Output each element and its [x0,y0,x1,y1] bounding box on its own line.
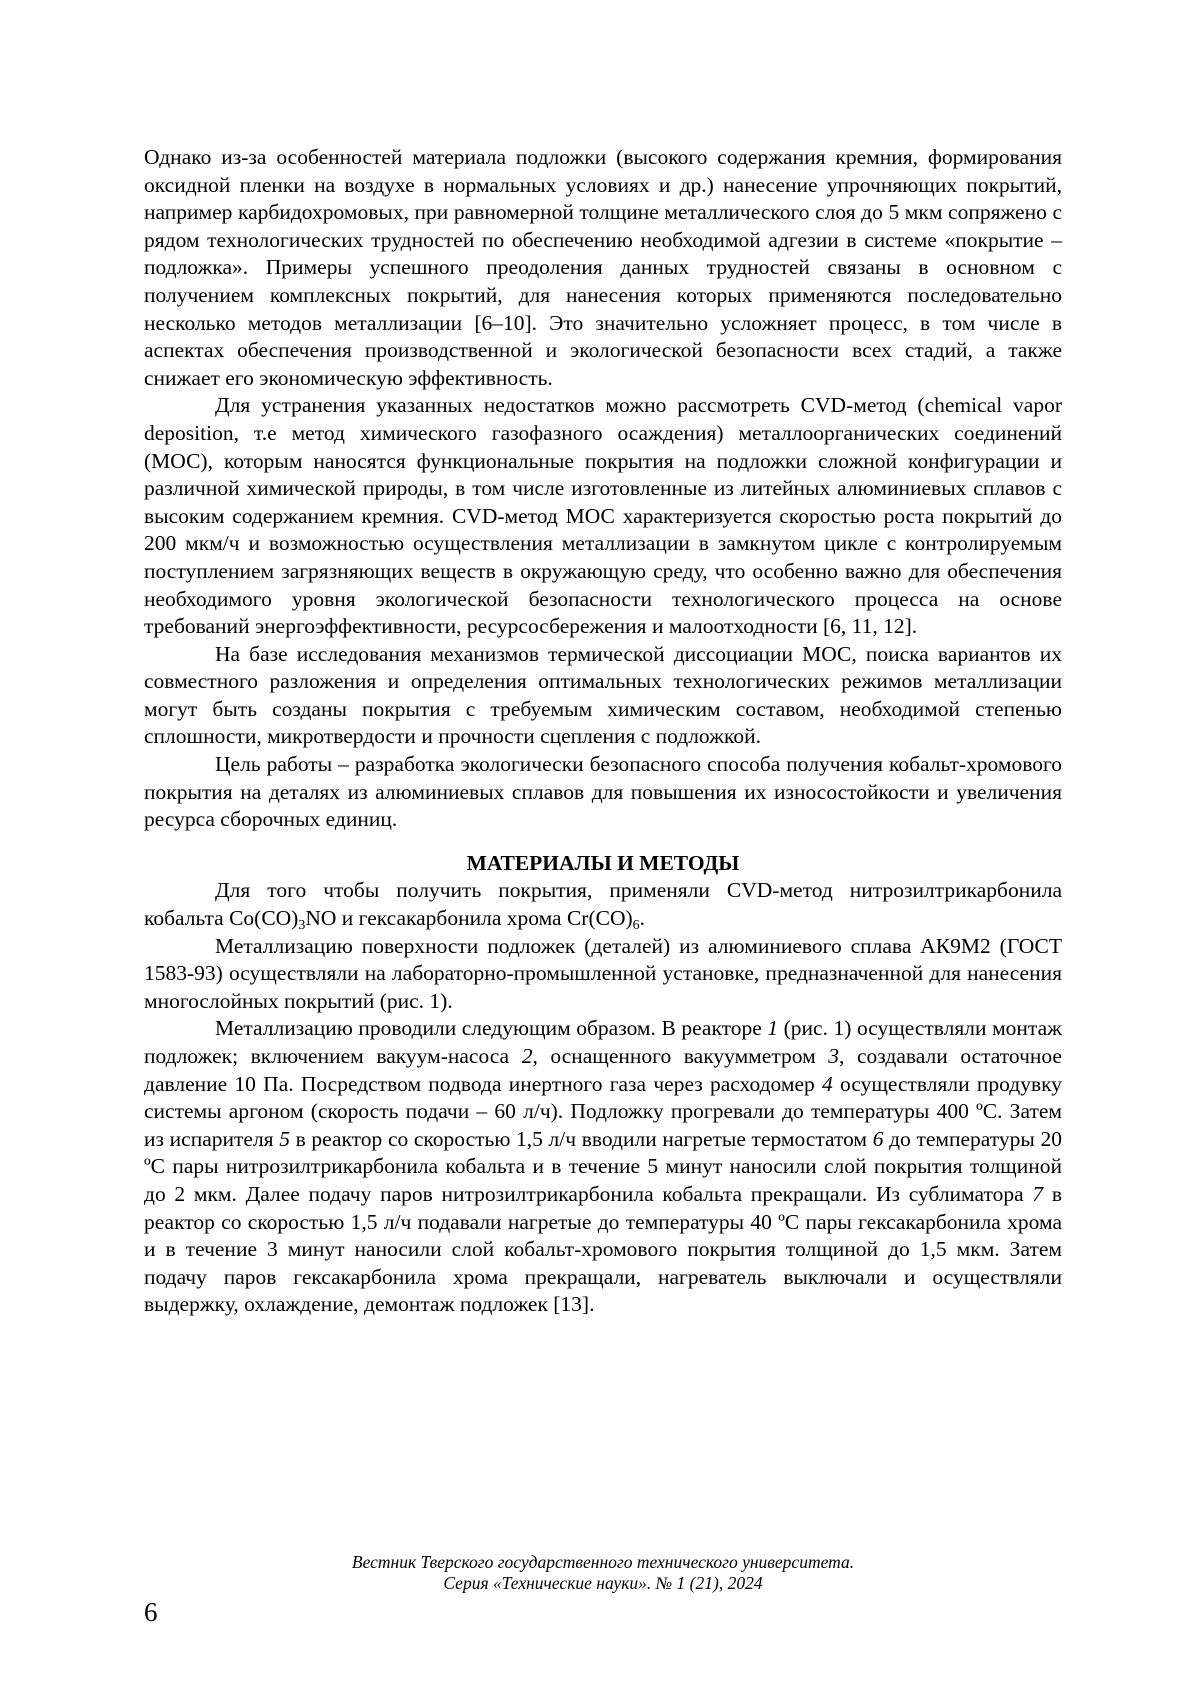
procedure-text: в реактор со скоростью 1,5 л/ч вводили нагретые термостатом [290,1127,873,1151]
subscript-6: 6 [633,918,640,933]
footer-journal-title: Вестник Тверского государственного технического университета. [144,1552,1062,1573]
page-number: 6 [144,1597,158,1627]
procedure-text: , оснащенного вакуумметром [532,1044,828,1068]
ref-number-7: 7 [1032,1182,1043,1206]
methods-text-c: . [640,906,645,930]
paragraph-goal: Цель работы – разработка экологически безопасного способа получения кобальт-хромового покрытия на деталях из алюминиевых сплавов для повышения их износостойкости и увеличения ресурса сборочных единиц. [144,751,1062,834]
procedure-text: в реактор со скоростью 1,5 л/ч подавали нагретые до температуры 40 ºС пары гексакарбонила хрома и в течение 3 минут наносили слой кобальт-хромового покрытия толщиной до 1,5 мкм. Затем подачу паров гексакарбонила хрома прекращали, нагреватель выключали и осуществляли выдержку, охлаждение, демонтаж подложек [13]. [144,1182,1062,1316]
procedure-text: Металлизацию проводили следующим образом. В реакторе [215,1016,767,1040]
procedure-text: до температуры 20 ºС пары нитрозилтрикарбонила кобальта и в течение 5 минут наносили слой покрытия толщиной до 2 мкм. Далее подачу паров нитрозилтрикарбонила кобальта прекращали. Из сублиматора [144,1127,1062,1206]
paragraph-intro: Однако из-за особенностей материала подложки (высокого содержания кремния, формирования оксидной пленки на воздухе в нормальных условиях и др.) нанесение упрочняющих покрытий, например карбидохромовых, при равномерной толщине металлического слоя до 5 мкм сопряжено с рядом технологических трудностей по обеспечению необходимой адгезии в системе «покрытие – подложка». Примеры успешного преодоления данных трудностей связаны в основном с получением комплексных покрытий, для нанесения которых применяются последовательно несколько методов металлизации [6–10]. Это значительно усложняет процесс, в том числе в аспектах обеспечения производственной и экологической безопасности всех стадий, а также снижает его экономическую эффективность. [144,144,1062,392]
ref-number-2: 2 [522,1044,533,1068]
procedure-text: (рис. 1) осуществляли монтаж подложек; включением вакуум-насоса [144,1016,1062,1068]
section-heading-materials-methods: МАТЕРИАЛЫ И МЕТОДЫ [144,850,1062,878]
page-body [144,144,1062,1319]
ref-number-3: 3 [828,1044,839,1068]
methods-text-a: Для того чтобы получить покрытия, применяли CVD-метод нитрозилтрикарбонила кобальта Co(CO) [144,878,1062,930]
ref-number-1: 1 [767,1016,778,1040]
procedure-text: осуществляли продувку системы аргоном (скорость подачи – 60 л/ч). Подложку прогревали до температуры 400 ºС. Затем из испарителя [144,1072,1062,1151]
ref-number-5: 5 [279,1127,290,1151]
paragraph-cvd-method: Для устранения указанных недостатков можно рассмотреть CVD-метод (chemical vapor deposition, т.е метод химического газофазного осаждения) металлоорганических соединений (МОС), которым наносятся функциональные покрытия на подложки сложной конфигурации и различной химической природы, в том числе изготовленные из литейных алюминиевых сплавов с высоким содержанием кремния. CVD-метод МОС характеризуется скоростью роста покрытий до 200 мкм/ч и возможностью осуществления металлизации в замкнутом цикле с контролируемым поступлением загрязняющих веществ в окружающую среду, что особенно важно для обеспечения необходимого уровня экологической безопасности технологического процесса на основе требований энергоэффективности, ресурсосбережения и малоотходности [6, 11, 12]. [144,392,1062,640]
paragraph-procedure [144,1015,1062,1319]
paragraph-substrate-metallization: Металлизацию поверхности подложек (деталей) из алюминиевого сплава АК9М2 (ГОСТ 1583-93) осуществляли на лабораторно-промышленной установке, предназначенной для нанесения многослойных покрытий (рис. 1). [144,933,1062,1016]
journal-footer [144,1552,1062,1594]
subscript-3: 3 [298,918,305,933]
methods-text-b: NO и гексакарбонила хрома Cr(CO) [305,906,632,930]
paragraph-research-basis: На базе исследования механизмов термической диссоциации МОС, поиска вариантов их совместного разложения и определения оптимальных технологических режимов металлизации могут быть созданы покрытия с требуемым химическим составом, необходимой степенью сплошности, микротвердости и прочности сцепления с подложкой. [144,641,1062,751]
procedure-text: , создавали остаточное давление 10 Па. Посредством подвода инертного газа через расходомер [144,1044,1062,1096]
ref-number-4: 4 [822,1072,833,1096]
ref-number-6: 6 [873,1127,884,1151]
footer-series-issue: Серия «Технические науки». № 1 (21), 2024 [144,1573,1062,1594]
paragraph-methods-intro [144,877,1062,932]
